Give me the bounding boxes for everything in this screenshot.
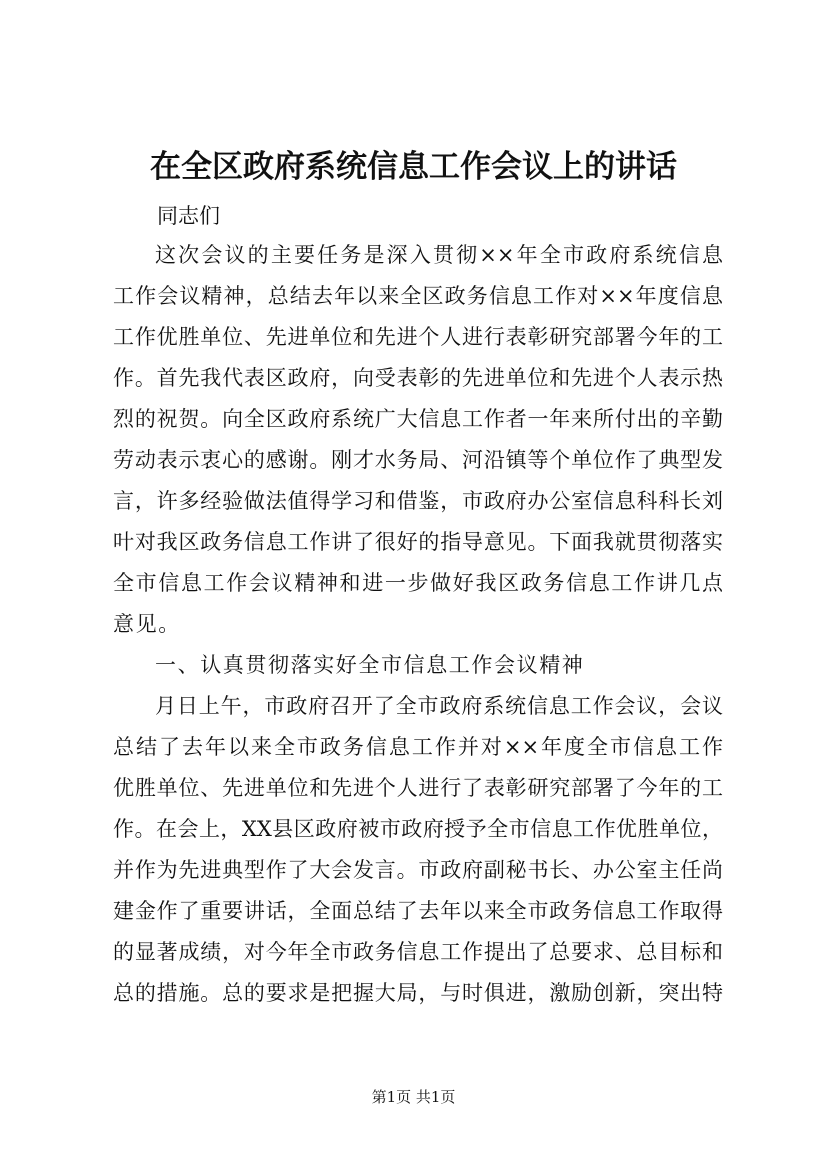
salutation: 同志们 bbox=[157, 204, 220, 228]
paragraph-line: 建金作了重要讲话，全面总结了去年以来全市政务信息工作取得 bbox=[113, 899, 723, 923]
paragraph-line: 烈的祝贺。向全区政府系统广大信息工作者一年来所付出的辛勤 bbox=[113, 407, 723, 431]
paragraph-line: 月日上午，市政府召开了全市政府系统信息工作会议，会议 bbox=[155, 694, 723, 718]
paragraph-line: 全市信息工作会议精神和进一步做好我区政务信息工作讲几点 bbox=[113, 571, 723, 595]
paragraph-line: 总的措施。总的要求是把握大局，与时俱进，激励创新，突出特 bbox=[113, 981, 723, 1005]
paragraph-line: 劳动表示衷心的感谢。刚才水务局、河沿镇等个单位作了典型发 bbox=[113, 448, 723, 472]
paragraph-line: 作。在会上，XX县区政府被市政府授予全市信息工作优胜单位， bbox=[113, 817, 723, 841]
page-title: 在全区政府系统信息工作会议上的讲话 bbox=[150, 149, 677, 185]
paragraph-line: 的显著成绩，对今年全市政务信息工作提出了总要求、总目标和 bbox=[113, 940, 723, 964]
paragraph-line: 叶对我区政务信息工作讲了很好的指导意见。下面我就贯彻落实 bbox=[113, 530, 723, 554]
paragraph-line: 工作会议精神，总结去年以来全区政务信息工作对××年度信息 bbox=[113, 284, 723, 308]
paragraph-line: 总结了去年以来全市政务信息工作并对××年度全市信息工作 bbox=[113, 735, 723, 759]
paragraph-line: 意见。 bbox=[113, 612, 181, 636]
paragraph-line: 这次会议的主要任务是深入贯彻××年全市政府系统信息 bbox=[155, 243, 723, 267]
paragraph-line: 并作为先进典型作了大会发言。市政府副秘书长、办公室主任尚 bbox=[113, 858, 723, 882]
section-heading: 一、认真贯彻落实好全市信息工作会议精神 bbox=[155, 653, 585, 677]
paragraph-line: 优胜单位、先进单位和先进个人进行了表彰研究部署了今年的工 bbox=[113, 776, 723, 800]
paragraph-line: 作。首先我代表区政府，向受表彰的先进单位和先进个人表示热 bbox=[113, 366, 723, 390]
paragraph-line: 言，许多经验做法值得学习和借鉴，市政府办公室信息科科长刘 bbox=[113, 489, 723, 513]
paragraph-line: 工作优胜单位、先进单位和先进个人进行表彰研究部署今年的工 bbox=[113, 325, 723, 349]
page-number-footer: 第1页 共1页 bbox=[371, 1088, 456, 1106]
